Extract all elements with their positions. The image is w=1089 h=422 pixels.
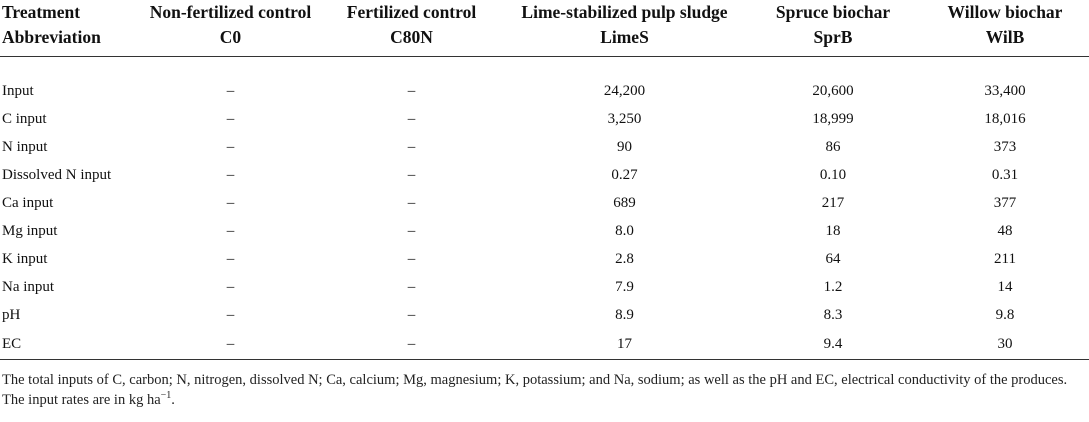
- row-label: Ca input: [2, 194, 54, 211]
- row-label: Na input: [2, 278, 55, 295]
- table-cell: 14: [997, 278, 1013, 295]
- header-label: Willow biochar: [947, 2, 1063, 22]
- table-cell: –: [226, 278, 235, 295]
- footnote-text: The total inputs of C, carbon; N, nitrogen, dissolved N; Ca, calcium; Mg, magnesium; K, potassium; and Na, sodium; as well as the pH and EC, electrical conductivity of the produces. The input rates are in kg ha: [2, 372, 1068, 408]
- header-abbreviation: Abbreviation: [2, 27, 101, 47]
- table-cell: 18,016: [984, 110, 1026, 127]
- table-row: [0, 217, 1089, 245]
- table-cell: 17: [504, 329, 745, 360]
- table-cell: 18: [825, 222, 841, 239]
- spacer-row: [0, 57, 1089, 78]
- table-cell: 90: [617, 138, 632, 155]
- table-cell: 0.10: [819, 166, 847, 183]
- table-cell: 3,250: [607, 110, 642, 127]
- row-label: N input: [2, 138, 48, 155]
- table-cell: 30: [921, 329, 1089, 360]
- table-cell: –: [226, 138, 235, 155]
- table-cell: 8.3: [823, 306, 843, 323]
- table-cell: 0.27: [611, 166, 638, 183]
- table-cell: 9.8: [995, 306, 1015, 323]
- footnote-end: .: [171, 392, 175, 408]
- table-cell: –: [407, 306, 416, 323]
- row-label: Dissolved N input: [2, 166, 112, 183]
- table-cell: 8.9: [615, 306, 634, 323]
- table-cell: 217: [821, 194, 845, 211]
- table-cell: –: [407, 82, 416, 99]
- table-cell: –: [226, 194, 235, 211]
- table-row: [0, 133, 1089, 161]
- table-cell: 0.31: [991, 166, 1019, 183]
- table-cell: 1.2: [823, 278, 843, 295]
- table-row: [0, 189, 1089, 217]
- header-label: Lime-stabilized pulp sludge: [521, 2, 728, 22]
- header-abbreviation: SprB: [813, 27, 853, 47]
- header-non-fertilized-control: [142, 0, 319, 57]
- table-row: [0, 77, 1089, 105]
- header-label: Non-fertilized control: [149, 2, 312, 22]
- table-row: [0, 301, 1089, 329]
- table-footnote: [0, 360, 1089, 410]
- table-cell: 20,600: [812, 82, 854, 99]
- header-label: Spruce biochar: [775, 2, 891, 22]
- table-cell: 7.9: [615, 278, 634, 295]
- header-abbreviation: WilB: [985, 27, 1025, 47]
- header-abbreviation: C80N: [390, 27, 433, 47]
- table-row: [0, 161, 1089, 189]
- header-abbreviation: C0: [219, 27, 242, 47]
- table-cell: 9.4: [745, 329, 921, 360]
- row-label: C input: [2, 110, 47, 127]
- header-label: Treatment: [2, 2, 81, 22]
- header-fertilized-control: [319, 0, 504, 57]
- table-cell: –: [407, 166, 416, 183]
- table-cell: 48: [997, 222, 1013, 239]
- table-row: [0, 329, 1089, 360]
- table-cell: 86: [825, 138, 841, 155]
- table-cell: –: [407, 250, 416, 267]
- footnote-superscript: −1: [160, 390, 172, 402]
- table-cell: 24,200: [603, 82, 646, 99]
- table-cell: 8.0: [615, 222, 634, 239]
- header-abbreviation: LimeS: [600, 27, 649, 47]
- table-cell: –: [226, 222, 235, 239]
- table-row: [0, 245, 1089, 273]
- header-row: [0, 0, 1089, 57]
- table-cell: 373: [993, 138, 1017, 155]
- table-cell: 64: [825, 250, 841, 267]
- table-cell: –: [226, 306, 235, 323]
- table-cell: –: [407, 138, 416, 155]
- table-cell: 33,400: [984, 82, 1026, 99]
- table-cell: –: [407, 110, 416, 127]
- row-label: Input: [2, 82, 34, 99]
- table-cell: –: [142, 329, 319, 360]
- table-row: [0, 273, 1089, 301]
- row-label: pH: [2, 306, 21, 323]
- table-cell: –: [226, 166, 235, 183]
- row-label: Mg input: [2, 222, 58, 239]
- table-cell: –: [407, 278, 416, 295]
- table-cell: –: [407, 194, 416, 211]
- table-cell: –: [226, 110, 235, 127]
- row-label: EC: [0, 329, 142, 360]
- table-cell: 377: [993, 194, 1017, 211]
- table-cell: 18,999: [812, 110, 854, 127]
- header-lime-stabilized-pulp-sludge: [504, 0, 745, 57]
- header-label: Fertilized control: [346, 2, 477, 22]
- table-cell: –: [319, 329, 504, 360]
- table-cell: –: [226, 250, 235, 267]
- header-treatment: [0, 0, 142, 57]
- header-willow-biochar: [921, 0, 1089, 57]
- table-header: [0, 0, 1089, 57]
- table-body: [0, 57, 1089, 360]
- table-cell: –: [226, 82, 235, 99]
- row-label: K input: [2, 250, 48, 267]
- table-cell: 211: [994, 250, 1016, 267]
- header-spruce-biochar: [745, 0, 921, 57]
- table-row: [0, 105, 1089, 133]
- spacer-cell: [0, 57, 1089, 78]
- table-cell: 689: [613, 194, 636, 211]
- table-cell: –: [407, 222, 416, 239]
- table-cell: 2.8: [615, 250, 634, 267]
